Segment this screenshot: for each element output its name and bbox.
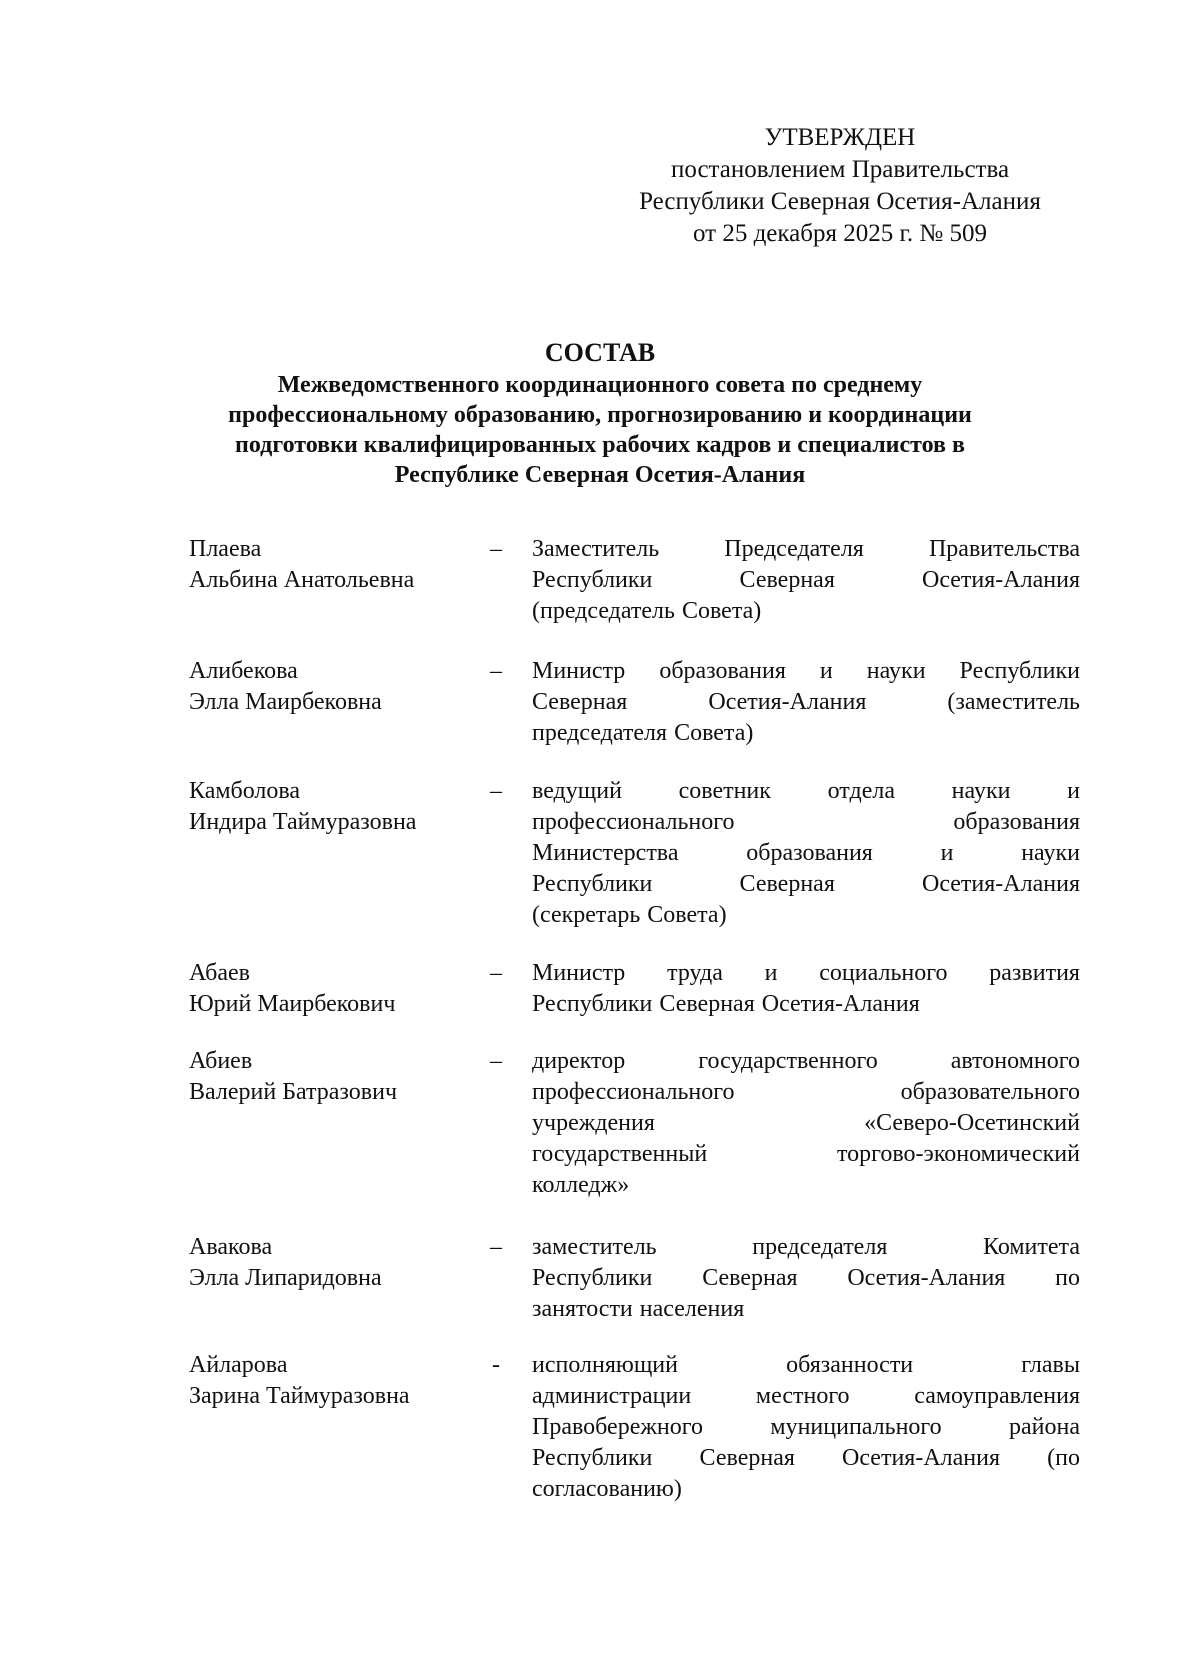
role-line: (секретарь Совета) <box>532 902 727 928</box>
role-line: занятости населения <box>532 1296 745 1322</box>
document-heading <box>150 370 1050 490</box>
role-line: учреждения «Северо-Осетинский <box>532 1110 1080 1136</box>
role-line: Республики Северная Осетия-Алания <box>532 871 1080 897</box>
member-surname: Абиев <box>189 1048 253 1074</box>
role-line: Заместитель Председателя Правительства <box>532 536 1080 562</box>
heading-line: Республике Северная Осетия-Алания <box>394 462 806 488</box>
member-name <box>189 958 469 1020</box>
member-dash: – <box>490 536 502 562</box>
member-role <box>532 776 1080 931</box>
member-name <box>189 534 469 596</box>
member-role <box>532 1046 1080 1201</box>
member-name <box>189 1350 469 1412</box>
member-dash: – <box>490 1234 502 1260</box>
member-given-names: Альбина Анатольевна <box>189 567 415 593</box>
role-line: колледж» <box>532 1172 630 1198</box>
role-line: директор государственного автономного <box>532 1048 1080 1074</box>
member-given-names: Индира Таймуразовна <box>189 809 417 835</box>
role-line: согласованию) <box>532 1476 682 1502</box>
approval-line: УТВЕРЖДЕН <box>764 124 916 151</box>
heading-line: профессиональному образованию, прогнозированию и координации <box>228 402 972 428</box>
heading-line: Межведомственного координационного совета по среднему <box>277 372 923 398</box>
role-line: Министр труда и социального развития <box>532 960 1080 986</box>
member-name <box>189 1046 469 1108</box>
member-dash: - <box>492 1352 500 1378</box>
member-dash: – <box>490 778 502 804</box>
member-role <box>532 534 1080 627</box>
approval-stamp <box>590 122 1090 250</box>
role-line: председателя Совета) <box>532 720 754 746</box>
member-given-names: Элла Липаридовна <box>189 1265 382 1291</box>
role-line: Республики Северная Осетия-Алания <box>532 567 1080 593</box>
role-line: (председатель Совета) <box>532 598 762 624</box>
role-line: ведущий советник отдела науки и <box>532 778 1080 804</box>
member-role <box>532 958 1080 1020</box>
approval-line: Республики Северная Осетия-Алания <box>639 188 1041 215</box>
member-role <box>532 656 1080 749</box>
member-name <box>189 1232 469 1294</box>
member-role <box>532 1232 1080 1325</box>
role-line: Правобережного муниципального района <box>532 1414 1080 1440</box>
document-title: СОСТАВ <box>544 338 656 367</box>
role-line: профессионального образования <box>532 809 1080 835</box>
member-surname: Абаев <box>189 960 250 986</box>
role-line: заместитель председателя Комитета <box>532 1234 1080 1260</box>
approval-line: постановлением Правительства <box>670 156 1010 183</box>
member-given-names: Зарина Таймуразовна <box>189 1383 410 1409</box>
member-name <box>189 776 469 838</box>
member-surname: Камболова <box>189 778 301 804</box>
member-given-names: Юрий Маирбекович <box>189 991 396 1017</box>
member-surname: Алибекова <box>189 658 298 684</box>
member-surname: Айларова <box>189 1352 288 1378</box>
member-dash: – <box>490 1048 502 1074</box>
role-line: Министерства образования и науки <box>532 840 1080 866</box>
member-surname: Авакова <box>189 1234 273 1260</box>
role-line: государственный торгово-экономический <box>532 1141 1080 1167</box>
member-given-names: Элла Маирбековна <box>189 689 382 715</box>
role-line: Министр образования и науки Республики <box>532 658 1080 684</box>
member-surname: Плаева <box>189 536 262 562</box>
member-dash: – <box>490 658 502 684</box>
role-line: профессионального образовательного <box>532 1079 1080 1105</box>
role-line: Республики Северная Осетия-Алания по <box>532 1265 1080 1291</box>
member-role <box>532 1350 1080 1505</box>
heading-line: подготовки квалифицированных рабочих кадров и специалистов в <box>235 432 965 458</box>
role-line: Республики Северная Осетия-Алания (по <box>532 1445 1080 1471</box>
member-name <box>189 656 469 718</box>
member-given-names: Валерий Батразович <box>189 1079 398 1105</box>
approval-line: от 25 декабря 2025 г. № 509 <box>692 220 988 247</box>
role-line: администрации местного самоуправления <box>532 1383 1080 1409</box>
member-dash: – <box>490 960 502 986</box>
role-line: Республики Северная Осетия-Алания <box>532 991 920 1017</box>
role-line: Северная Осетия-Алания (заместитель <box>532 689 1080 715</box>
role-line: исполняющий обязанности главы <box>532 1352 1080 1378</box>
